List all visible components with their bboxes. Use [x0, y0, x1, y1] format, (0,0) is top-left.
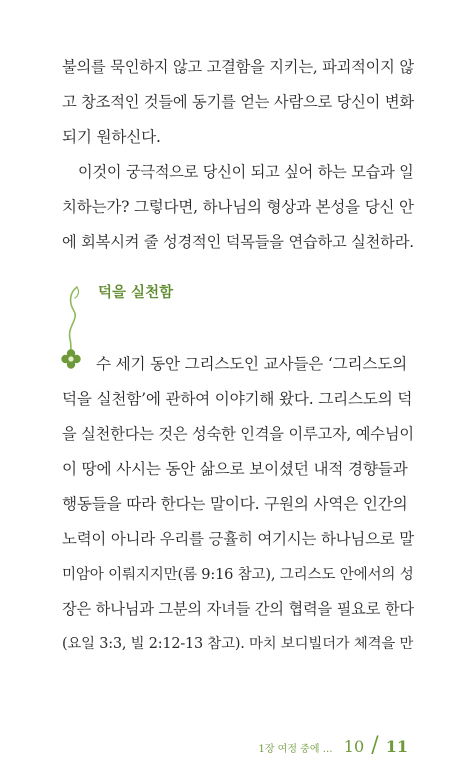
total-pages-number: 11	[385, 737, 408, 756]
chapter-label: 1장 여정 중에 …	[258, 744, 333, 755]
text-line: 불의를 묵인하지 않고 고결함을 지키는, 파괴적이지 않	[62, 58, 414, 76]
page-separator: /	[371, 733, 379, 758]
section-body	[62, 347, 414, 662]
text-line: 치하는가? 그렇다면, 하나님의 형상과 본성을 당신 안	[62, 198, 414, 216]
text-line: 이 땅에 사시는 동안 삶으로 보이셨던 내적 경향들과	[62, 460, 408, 478]
text-line: 고 창조적인 것들에 동기를 얻는 사람으로 당신이 변화	[62, 93, 414, 111]
page-footer	[258, 733, 408, 758]
text-line: 이것이 궁극적으로 당신이 되고 싶어 하는 모습과 일	[78, 163, 414, 181]
text-line: 미암아 이뤄지지만(롬 9:16 참고), 그리스도 안에서의 성	[62, 566, 414, 583]
text-line: 장은 하나님과 그분의 자녀들 간의 협력을 필요로 한다	[62, 600, 414, 618]
paragraph-1	[62, 50, 414, 155]
text-line: 되기 원하신다.	[62, 128, 161, 146]
paragraph-2	[62, 155, 414, 260]
text-line: 노력이 아니라 우리를 긍휼히 여기시는 하나님으로 말	[62, 530, 414, 548]
text-line: 을 실천한다는 것은 성숙한 인격을 이루고자, 예수님이	[62, 425, 414, 443]
text-line: (요일 3:3, 빌 2:12-13 참고). 마치 보디빌더가 체격을 만	[62, 636, 414, 652]
text-line: 행동들을 따라 한다는 말이다. 구원의 사역은 인간의	[62, 495, 408, 513]
text-line: 수 세기 동안 그리스도인 교사들은 ‘그리스도의	[96, 355, 407, 373]
current-page-number: 10	[343, 737, 365, 756]
text-line: 에 회복시켜 줄 성경적인 덕목들을 연습하고 실천하라.	[62, 233, 414, 251]
text-line: 덕을 실천함’에 관하여 이야기해 왔다. 그리스도의 덕	[62, 390, 413, 408]
section-heading: 덕을 실천함	[98, 285, 174, 301]
